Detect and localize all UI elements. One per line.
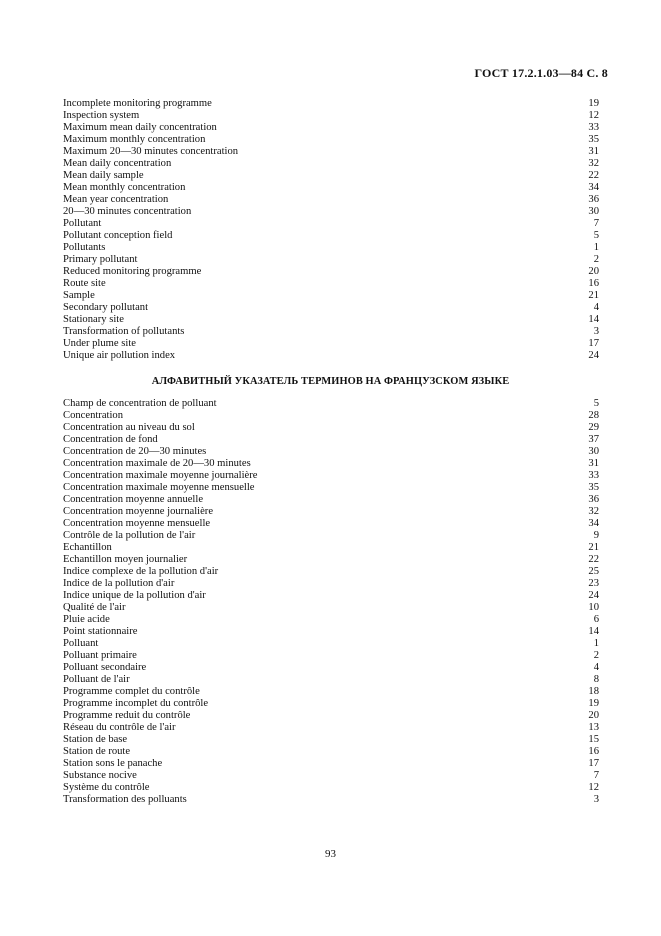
index-term: Polluant primaire (63, 650, 137, 661)
index-entry (63, 206, 599, 218)
index-number: 4 (593, 662, 599, 673)
index-number: 5 (593, 230, 599, 241)
index-term: Pollutant (63, 218, 102, 229)
index-number: 36 (588, 494, 599, 505)
index-entry (63, 350, 599, 362)
index-number: 16 (588, 746, 599, 757)
index-entry (63, 410, 599, 422)
index-entry (63, 638, 599, 650)
index-number: 21 (588, 542, 599, 553)
index-entry (63, 482, 599, 494)
index-number: 10 (588, 602, 599, 613)
index-entry (63, 182, 599, 194)
index-number: 34 (588, 182, 599, 193)
index-term: 20—30 minutes concentration (63, 206, 192, 217)
index-number: 28 (588, 410, 599, 421)
index-number: 14 (588, 314, 599, 325)
index-number: 22 (588, 554, 599, 565)
index-number: 32 (588, 158, 599, 169)
index-term: Incomplete monitoring programme (63, 98, 212, 109)
index-number: 1 (593, 242, 599, 253)
index-entry (63, 218, 599, 230)
index-term: Transformation des polluants (63, 794, 187, 805)
index-term: Concentration au niveau du sol (63, 422, 195, 433)
index-entry (63, 434, 599, 446)
index-entry (63, 794, 599, 806)
index-entry (63, 494, 599, 506)
index-number: 19 (588, 98, 599, 109)
index-number: 9 (593, 530, 599, 541)
index-number: 34 (588, 518, 599, 529)
english-index-list (63, 98, 599, 362)
index-number: 3 (593, 794, 599, 805)
index-term: Indice de la pollution d'air (63, 578, 175, 589)
index-number: 32 (588, 506, 599, 517)
index-term: Polluant secondaire (63, 662, 147, 673)
index-term: Concentration maximale moyenne mensuelle (63, 482, 255, 493)
index-number: 16 (588, 278, 599, 289)
index-entry (63, 122, 599, 134)
index-entry (63, 98, 599, 110)
index-entry (63, 242, 599, 254)
index-entry (63, 578, 599, 590)
index-term: Inspection system (63, 110, 140, 121)
index-term: Concentration moyenne mensuelle (63, 518, 211, 529)
index-term: Concentration moyenne journalière (63, 506, 214, 517)
index-entry (63, 566, 599, 578)
index-entry (63, 686, 599, 698)
index-number: 24 (588, 350, 599, 361)
index-term: Station sons le panache (63, 758, 163, 769)
index-entry (63, 770, 599, 782)
index-entry (63, 110, 599, 122)
index-term: Mean year concentration (63, 194, 169, 205)
index-term: Point stationnaire (63, 626, 138, 637)
index-number: 2 (593, 254, 599, 265)
index-entry (63, 302, 599, 314)
index-entry (63, 746, 599, 758)
index-entry (63, 722, 599, 734)
page-number: 93 (325, 848, 336, 860)
index-number: 30 (588, 446, 599, 457)
index-number: 1 (593, 638, 599, 649)
index-term: Unique air pollution index (63, 350, 176, 361)
index-term: Programme incomplet du contrôle (63, 698, 209, 709)
index-number: 7 (593, 770, 599, 781)
index-term: Route site (63, 278, 106, 289)
index-entry (63, 698, 599, 710)
index-entry (63, 230, 599, 242)
index-number: 20 (588, 266, 599, 277)
index-number: 19 (588, 698, 599, 709)
index-entry (63, 602, 599, 614)
document-header: ГОСТ 17.2.1.03—84 С. 8 (474, 66, 608, 80)
index-number: 31 (588, 146, 599, 157)
index-number: 12 (588, 110, 599, 121)
index-number: 8 (593, 674, 599, 685)
index-number: 37 (588, 434, 599, 445)
index-number: 31 (588, 458, 599, 469)
index-term: Station de route (63, 746, 131, 757)
index-term: Maximum mean daily concentration (63, 122, 217, 133)
index-term: Echantillon moyen journalier (63, 554, 188, 565)
index-entry (63, 614, 599, 626)
index-entry (63, 590, 599, 602)
index-number: 25 (588, 566, 599, 577)
index-term: Champ de concentration de polluant (63, 398, 217, 409)
index-entry (63, 518, 599, 530)
index-entry (63, 446, 599, 458)
index-number: 20 (588, 710, 599, 721)
index-term: Primary pollutant (63, 254, 138, 265)
index-entry (63, 326, 599, 338)
index-term: Transformation of pollutants (63, 326, 185, 337)
index-number: 3 (593, 326, 599, 337)
index-entry (63, 458, 599, 470)
index-term: Concentration moyenne annuelle (63, 494, 204, 505)
index-entry (63, 422, 599, 434)
index-term: Concentration de fond (63, 434, 158, 445)
index-entry (63, 266, 599, 278)
index-entry (63, 734, 599, 746)
index-term: Pluie acide (63, 614, 110, 625)
index-term: Secondary pollutant (63, 302, 149, 313)
index-term: Maximum 20—30 minutes concentration (63, 146, 239, 157)
index-number: 36 (588, 194, 599, 205)
index-term: Mean monthly concentration (63, 182, 186, 193)
index-entry (63, 290, 599, 302)
index-entry (63, 542, 599, 554)
index-term: Concentration (63, 410, 124, 421)
index-entry (63, 662, 599, 674)
index-term: Indice unique de la pollution d'air (63, 590, 206, 601)
index-number: 24 (588, 590, 599, 601)
index-entry (63, 170, 599, 182)
index-term: Concentration maximale de 20—30 minutes (63, 458, 251, 469)
index-entry (63, 254, 599, 266)
index-term: Station de base (63, 734, 128, 745)
index-term: Reduced monitoring programme (63, 266, 202, 277)
index-entry (63, 278, 599, 290)
index-term: Réseau du contrôle de l'air (63, 722, 176, 733)
index-number: 33 (588, 470, 599, 481)
index-entry (63, 626, 599, 638)
index-term: Pollutant conception field (63, 230, 173, 241)
index-term: Echantillon (63, 542, 112, 553)
index-entry (63, 194, 599, 206)
index-entry (63, 314, 599, 326)
index-entry (63, 758, 599, 770)
index-number: 4 (593, 302, 599, 313)
french-index-list (63, 398, 599, 806)
index-number: 7 (593, 218, 599, 229)
index-entry (63, 146, 599, 158)
index-number: 18 (588, 686, 599, 697)
index-term: Mean daily concentration (63, 158, 172, 169)
index-term: Sample (63, 290, 95, 301)
index-number: 33 (588, 122, 599, 133)
index-term: Under plume site (63, 338, 136, 349)
index-number: 14 (588, 626, 599, 637)
index-term: Contrôle de la pollution de l'air (63, 530, 196, 541)
index-term: Programme complet du contrôle (63, 686, 200, 697)
index-term: Pollutants (63, 242, 106, 253)
index-number: 21 (588, 290, 599, 301)
index-entry (63, 554, 599, 566)
index-term: Substance nocive (63, 770, 137, 781)
index-term: Concentration de 20—30 minutes (63, 446, 207, 457)
index-term: Stationary site (63, 314, 124, 325)
index-number: 13 (588, 722, 599, 733)
index-entry (63, 158, 599, 170)
index-entry (63, 338, 599, 350)
index-term: Polluant (63, 638, 99, 649)
index-number: 23 (588, 578, 599, 589)
index-term: Concentration maximale moyenne journalière (63, 470, 258, 481)
index-entry (63, 398, 599, 410)
index-number: 35 (588, 482, 599, 493)
index-term: Programme reduit du contrôle (63, 710, 191, 721)
index-term: Indice complexe de la pollution d'air (63, 566, 219, 577)
index-entry (63, 134, 599, 146)
index-number: 15 (588, 734, 599, 745)
index-number: 12 (588, 782, 599, 793)
index-entry (63, 650, 599, 662)
index-term: Système du contrôle (63, 782, 150, 793)
index-number: 17 (588, 338, 599, 349)
index-term: Qualité de l'air (63, 602, 126, 613)
index-number: 2 (593, 650, 599, 661)
index-entry (63, 710, 599, 722)
index-entry (63, 530, 599, 542)
index-entry (63, 674, 599, 686)
index-number: 6 (593, 614, 599, 625)
index-term: Polluant de l'air (63, 674, 130, 685)
index-number: 35 (588, 134, 599, 145)
index-number: 5 (593, 398, 599, 409)
index-term: Maximum monthly concentration (63, 134, 206, 145)
index-term: Mean daily sample (63, 170, 144, 181)
index-entry (63, 506, 599, 518)
index-number: 17 (588, 758, 599, 769)
index-number: 22 (588, 170, 599, 181)
index-entry (63, 470, 599, 482)
index-entry (63, 782, 599, 794)
french-section-title: АЛФАВИТНЫЙ УКАЗАТЕЛЬ ТЕРМИНОВ НА ФРАНЦУЗСКОМ ЯЗЫКЕ (151, 376, 510, 387)
index-number: 30 (588, 206, 599, 217)
index-number: 29 (588, 422, 599, 433)
